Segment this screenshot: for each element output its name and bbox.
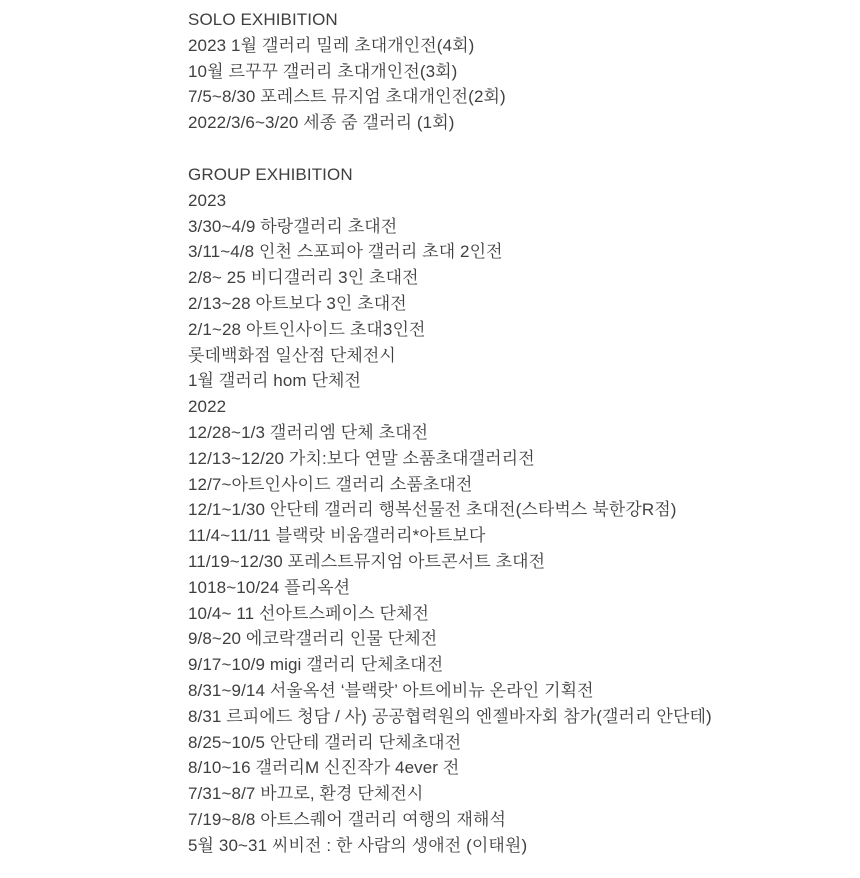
exhibition-line: 12/13~12/20 가치:보다 연말 소품초대갤러리전 (188, 448, 535, 468)
exhibition-list (188, 7, 820, 859)
section-group-exhibition (188, 162, 820, 859)
exhibition-line: 2022/3/6~3/20 세종 줌 갤러리 (1회) (188, 113, 455, 133)
exhibition-line: 10/4~ 11 선아트스페이스 단체전 (188, 603, 430, 623)
exhibition-line: 8/31~9/14 서울옥션 ‘블랙랏’ 아트에비뉴 온라인 기획전 (188, 680, 594, 700)
exhibition-line: 8/31 르피에드 청담 / 사) 공공협력원의 엔젤바자회 참가(갤러리 안단테) (188, 706, 712, 726)
exhibition-line: 3/30~4/9 하랑갤러리 초대전 (188, 216, 398, 236)
exhibition-line: 12/28~1/3 갤러리엠 단체 초대전 (188, 422, 429, 442)
exhibition-line: 12/7~아트인사이드 갤러리 소품초대전 (188, 474, 473, 494)
section-solo-exhibition (188, 7, 820, 136)
exhibition-line: 2023 1월 갤러리 밀레 초대개인전(4회) (188, 35, 475, 55)
section-heading: SOLO EXHIBITION (188, 10, 338, 29)
exhibition-line: 2022 (188, 397, 227, 417)
exhibition-line: 2/1~28 아트인사이드 초대3인전 (188, 319, 426, 339)
exhibition-line: 롯데백화점 일산점 단체전시 (188, 345, 396, 365)
exhibition-line: 7/31~8/7 바끄로, 환경 단체전시 (188, 784, 424, 804)
exhibition-line: 7/5~8/30 포레스트 뮤지엄 초대개인전(2회) (188, 87, 506, 107)
exhibition-line: 2023 (188, 190, 227, 210)
section-heading: GROUP EXHIBITION (188, 164, 353, 184)
exhibition-line: 12/1~1/30 안단테 갤러리 행복선물전 초대전(스타벅스 북한강R점) (188, 500, 677, 520)
exhibition-line: 1018~10/24 플리옥션 (188, 577, 351, 597)
exhibition-line: 7/19~8/8 아트스퀘어 갤러리 여행의 재해석 (188, 809, 507, 829)
exhibition-line: 11/4~11/11 블랙랏 비움갤러리*아트보다 (188, 526, 486, 546)
exhibition-line: 3/11~4/8 인천 스포피아 갤러리 초대 2인전 (188, 242, 503, 262)
exhibition-line: 2/8~ 25 비디갤러리 3인 초대전 (188, 268, 419, 288)
exhibition-line: 8/25~10/5 안단테 갤러리 단체초대전 (188, 732, 462, 752)
exhibition-line: 2/13~28 아트보다 3인 초대전 (188, 293, 407, 313)
exhibition-line: 1월 갤러리 hom 단체전 (188, 371, 362, 391)
exhibition-line: 10월 르꾸꾸 갤러리 초대개인전(3회) (188, 61, 458, 81)
exhibition-line: 5월 30~31 씨비전 : 한 사람의 생애전 (이태원) (188, 835, 528, 855)
exhibition-line: 8/10~16 갤러리M 신진작가 4ever 전 (188, 758, 460, 778)
exhibition-line: 9/8~20 에코락갤러리 인물 단체전 (188, 629, 438, 649)
exhibition-line: 9/17~10/9 migi 갤러리 단체초대전 (188, 655, 444, 675)
exhibition-line: 11/19~12/30 포레스트뮤지엄 아트콘서트 초대전 (188, 551, 546, 571)
